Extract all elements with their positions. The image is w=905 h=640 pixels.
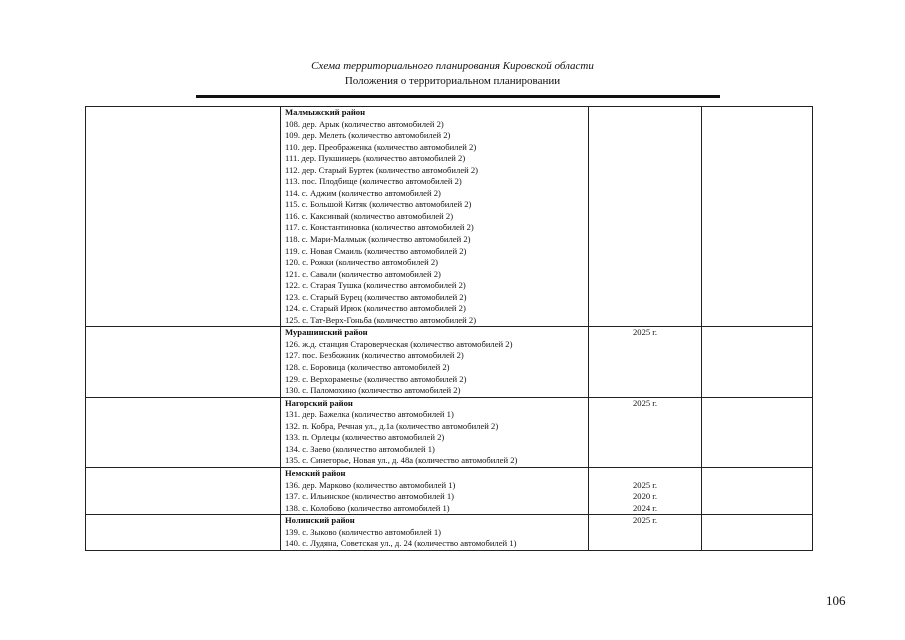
item-year <box>593 421 697 433</box>
settlement-item: 120. с. Рожки (количество автомобилей 2) <box>285 257 438 268</box>
item-year <box>593 538 697 550</box>
settlement-item: 111. дер. Пукшинерь (количество автомобилей 2) <box>285 153 466 164</box>
settlement-item: 123. с. Старый Бурец (количество автомобилей 2) <box>285 291 467 302</box>
settlement-item: 109. дер. Мелеть (количество автомобилей 2) <box>285 130 451 141</box>
settlement-item: 125. с. Тат-Верх-Гоньба (количество автомобилей 2) <box>285 314 477 325</box>
settlement-item: 117. с. Константиновка (количество автомобилей 2) <box>285 222 474 233</box>
district-row <box>86 327 813 397</box>
district-cell <box>281 327 589 397</box>
plan-table <box>85 106 813 551</box>
item-year <box>593 119 697 131</box>
district-cell <box>281 515 589 551</box>
empty-cell-left <box>86 397 281 467</box>
settlement-item: 126. ж.д. станция Староверческая (количество автомобилей 2) <box>285 338 513 349</box>
empty-cell-right <box>702 327 813 397</box>
item-year <box>593 165 697 177</box>
item-year <box>593 188 697 200</box>
settlement-item: 119. с. Новая Смаиль (количество автомобилей 2) <box>285 245 467 256</box>
settlement-item: 139. с. Зыково (количество автомобилей 1) <box>285 526 442 537</box>
item-year <box>593 222 697 234</box>
item-year <box>593 339 697 351</box>
district-year: 2025 г. <box>632 397 658 408</box>
year-cell <box>589 397 702 467</box>
item-year <box>593 199 697 211</box>
item-year <box>593 385 697 397</box>
item-year <box>593 362 697 374</box>
empty-cell-left <box>86 327 281 397</box>
document-title: Схема территориального планирования Кировской области <box>311 60 594 72</box>
year-cell <box>589 467 702 514</box>
empty-cell-right <box>702 397 813 467</box>
item-year <box>593 292 697 304</box>
settlement-item: 108. дер. Арык (количество автомобилей 2) <box>285 118 444 129</box>
settlement-item: 124. с. Старый Ирюк (количество автомобилей 2) <box>285 303 466 314</box>
page-number: 106 <box>826 593 846 608</box>
item-year: 2025 г. <box>632 479 658 490</box>
settlement-item: 114. с. Аджим (количество автомобилей 2) <box>285 187 441 198</box>
item-year <box>593 153 697 165</box>
empty-cell-right <box>702 467 813 514</box>
year-cell <box>589 515 702 551</box>
district-cell <box>281 467 589 514</box>
item-year <box>593 303 697 315</box>
settlement-item: 129. с. Верхораменье (количество автомобилей 2) <box>285 373 467 384</box>
plan-table-body <box>86 107 813 551</box>
item-year <box>593 142 697 154</box>
settlement-item: 122. с. Старая Тушка (количество автомобилей 2) <box>285 280 466 291</box>
item-year <box>593 315 697 327</box>
district-name: Малмыжский район <box>285 107 366 117</box>
settlement-item: 132. п. Кобра, Речная ул., д.1а (количество автомобилей 2) <box>285 420 499 431</box>
item-year <box>593 280 697 292</box>
district-row <box>86 107 813 327</box>
settlement-item: 131. дер. Бажелка (количество автомобилей 1) <box>285 409 454 420</box>
settlement-item: 136. дер. Марково (количество автомобилей 1) <box>285 479 456 490</box>
settlement-item: 121. с. Савали (количество автомобилей 2) <box>285 268 441 279</box>
district-year: 2025 г. <box>632 327 658 338</box>
district-cell <box>281 397 589 467</box>
header-rule <box>196 95 720 98</box>
empty-cell-left <box>86 107 281 327</box>
settlement-item: 134. с. Заево (количество автомобилей 1) <box>285 443 435 454</box>
item-year <box>593 246 697 258</box>
district-year <box>593 107 697 119</box>
district-year <box>593 468 697 480</box>
item-year: 2020 г. <box>632 491 658 502</box>
item-year <box>593 257 697 269</box>
empty-cell-right <box>702 107 813 327</box>
settlement-item: 140. с. Лудяна, Советская ул., д. 24 (количество автомобилей 1) <box>285 538 517 549</box>
empty-cell-right <box>702 515 813 551</box>
document-subtitle: Положения о территориальном планировании <box>344 75 561 87</box>
settlement-item: 130. с. Паломохино (количество автомобилей 2) <box>285 385 461 396</box>
settlement-item: 110. дер. Преображенка (количество автомобилей 2) <box>285 141 477 152</box>
year-cell <box>589 327 702 397</box>
district-row <box>86 467 813 514</box>
settlement-item: 135. с. Синегорье, Новая ул., д. 48а (количество автомобилей 2) <box>285 455 518 466</box>
item-year <box>593 409 697 421</box>
settlement-item: 118. с. Мари-Малмыж (количество автомобилей 2) <box>285 234 471 245</box>
settlement-item: 128. с. Боровица (количество автомобилей 2) <box>285 362 450 373</box>
year-cell <box>589 107 702 327</box>
settlement-item: 138. с. Колобово (количество автомобилей 1) <box>285 502 450 513</box>
settlement-item: 127. пос. Безбожник (количество автомобилей 2) <box>285 350 464 361</box>
settlement-item: 133. п. Орлецы (количество автомобилей 2) <box>285 432 445 443</box>
district-year: 2025 г. <box>632 515 658 526</box>
item-year <box>593 432 697 444</box>
district-row <box>86 397 813 467</box>
district-name: Нолинский район <box>285 515 355 526</box>
item-year <box>593 176 697 188</box>
item-year <box>593 211 697 223</box>
item-year <box>593 444 697 456</box>
settlement-item: 112. дер. Старый Буртек (количество автомобилей 2) <box>285 164 479 175</box>
item-year <box>593 350 697 362</box>
district-cell <box>281 107 589 327</box>
item-year <box>593 130 697 142</box>
district-name: Мурашинский район <box>285 327 368 338</box>
item-year <box>593 269 697 281</box>
settlement-item: 116. с. Каксинвай (количество автомобилей 2) <box>285 210 454 221</box>
district-name: Нагорский район <box>285 397 353 408</box>
empty-cell-left <box>86 515 281 551</box>
settlement-item: 113. пос. Плодбище (количество автомобилей 2) <box>285 176 462 187</box>
empty-cell-left <box>86 467 281 514</box>
item-year <box>593 234 697 246</box>
item-year <box>593 374 697 386</box>
district-row <box>86 515 813 551</box>
district-name: Немский район <box>285 467 346 478</box>
settlement-item: 137. с. Ильинское (количество автомобилей 1) <box>285 491 455 502</box>
settlement-item: 115. с. Большой Китяк (количество автомобилей 2) <box>285 199 472 210</box>
item-year <box>593 455 697 467</box>
item-year: 2024 г. <box>632 502 658 513</box>
item-year <box>593 527 697 539</box>
